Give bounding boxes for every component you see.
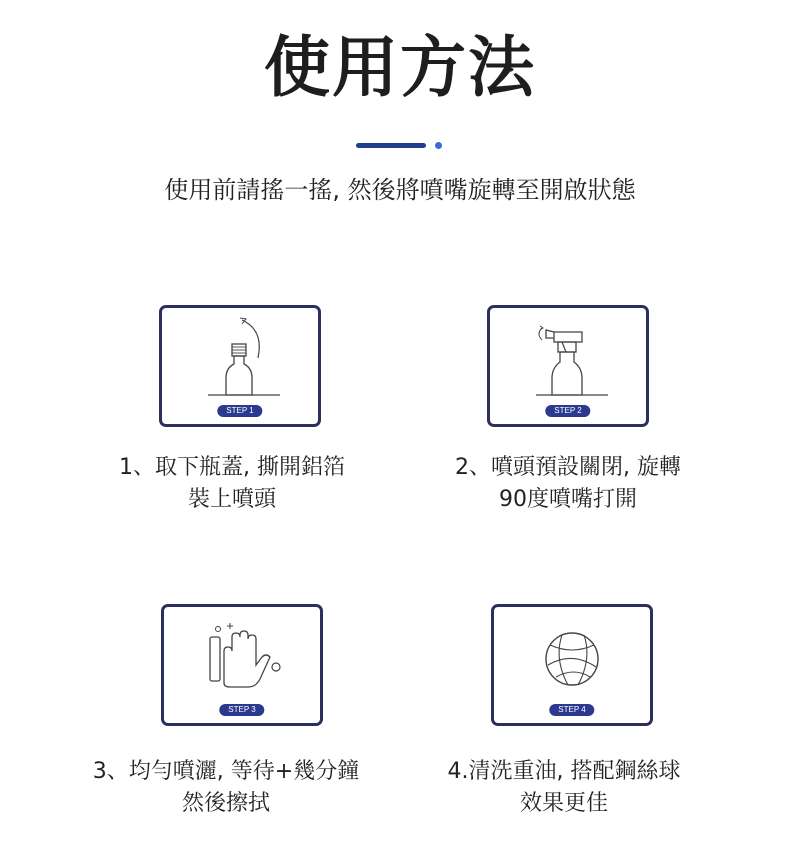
step-badge: STEP 3: [219, 704, 264, 716]
page-subtitle: 使用前請搖一搖, 然後將噴嘴旋轉至開啟狀態: [164, 176, 636, 204]
step-4-caption-line1: 4.清洗重油, 搭配鋼絲球: [447, 759, 681, 784]
step-3-caption-line1: 3、均勻噴灑, 等待+幾分鐘: [92, 759, 360, 784]
step-3-caption-line2: 然後擦拭: [181, 791, 270, 816]
step-1-card: [159, 305, 321, 427]
step-1-caption-line1: 1、取下瓶蓋, 撕開鋁箔: [119, 455, 345, 480]
divider-dot: [435, 142, 442, 149]
step-4-caption: [384, 756, 744, 820]
step-badge: STEP 4: [549, 704, 594, 716]
step-badge: STEP 1: [217, 405, 262, 417]
step-2-caption-line1: 2、噴頭預設關閉, 旋轉: [455, 455, 681, 480]
divider-bar: [356, 143, 426, 148]
title-divider: [356, 141, 446, 151]
step-1-caption-line2: 裝上噴頭: [187, 487, 276, 512]
page-title: 使用方法: [264, 29, 536, 106]
step-1-caption: [52, 452, 412, 516]
step-4-card: [491, 604, 653, 726]
step-3-caption: [46, 756, 406, 820]
step-2-caption-line2: 90度噴嘴打開: [499, 487, 637, 512]
step-3-card: [161, 604, 323, 726]
step-2-caption: [388, 452, 748, 516]
step-2-card: [487, 305, 649, 427]
step-4-caption-line2: 效果更佳: [519, 791, 608, 816]
step-badge: STEP 2: [545, 405, 590, 417]
